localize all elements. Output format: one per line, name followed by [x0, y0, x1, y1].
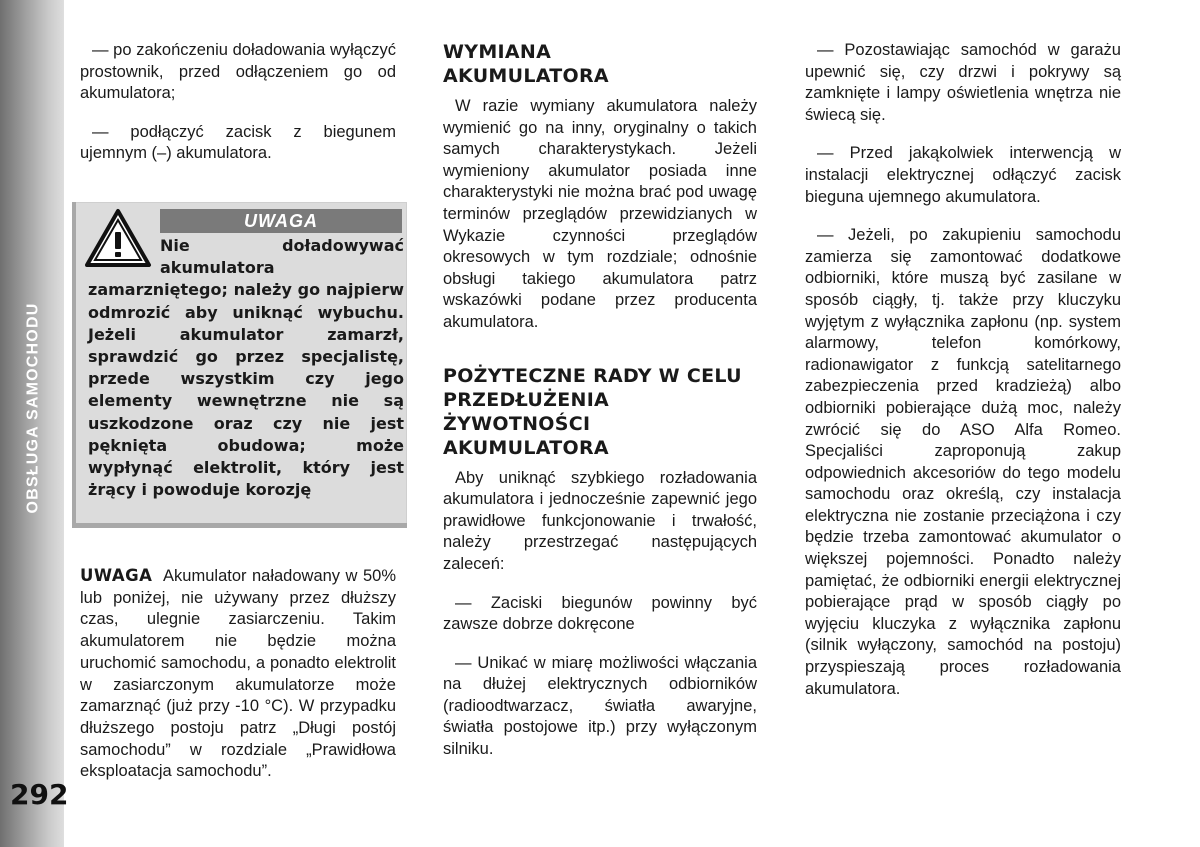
paragraph: — Jeżeli, po zakupieniu samochodu zamierza się zamontować dodatkowe odbiorniki, które muszą być zasilane w sposób ciągły, tj. także przy kluczyku wyjętym z wyłącznika zapłonu (np. system alarmowy, telefon komórkowy, radionawigator z funkcją satelitarnego zabezpieczenia przed kradzieżą) albo odbiorniki pobierające dużą moc, należy zwrócić się do ASO Alfa Romeo. Specjaliści zaproponują zakup odpowiednich akcesoriów do tego modelu samochodu oraz określą, czy instalacja elektryczna nie zostanie przeciążona i czy będzie trzeba zamontować akumulator o większej pojemności. Ponadto należy pamiętać, że odbiorniki energii elektrycznej pobierające prąd w sposób ciągły po wyjęciu kluczyka z wyłącznika zapłonu (silnik wyłączony, samochód na postoju) przyspieszają proces rozładowania akumulatora. — [805, 226, 1121, 698]
paragraph: — Unikać w miarę możliwości włączania na dłużej elektrycznych odbiorników (radioodtwarzacz, światła awaryjne, światła postojowe itp.) przy wyłączonym silniku. — [443, 653, 757, 759]
chapter-label-wrapper — [14, 288, 52, 528]
warning-box — [72, 202, 407, 528]
note-label: UWAGA — [80, 566, 153, 585]
paragraph: — Pozostawiając samochód w garażu upewnić się, czy drzwi i pokrywy są zamknięte i lampy oświetlenia wnętrza nie świecą się. — [805, 41, 1121, 124]
column-2 — [443, 40, 757, 778]
paragraph: Aby uniknąć szybkiego rozładowania akumulatora i jednocześnie zapewnić jego prawidłowe funkcjonowanie i trwałość, należy przestrzegać następujących zaleceń: — [443, 468, 757, 573]
section-heading-battery-tips: POŻYTECZNE RADY W CELU PRZEDŁUŻENIA ŻYWOTNOŚCI AKUMULATORA — [443, 364, 742, 459]
chapter-label: OBSŁUGA SAMOCHODU — [24, 302, 42, 514]
page-number: 292 — [10, 778, 69, 811]
column-3 — [805, 40, 1121, 717]
paragraph: — po zakończeniu doładowania wyłączyć prostownik, przed odłączeniem go od akumulatora; — [80, 41, 396, 103]
section-heading-battery-replacement: WYMIANA AKUMULATORA — [443, 41, 609, 87]
paragraph: — podłączyć zacisk z biegunem ujemnym (–) akumulatora. — [80, 122, 396, 163]
note-text: Akumulator naładowany w 50% lub poniżej, nie używany przez dłuższy czas, ulegnie zasiarczeniu. Takim akumulatorem nie będzie można uruchomić samochodu, a ponadto elektrolit w zasiarczonym akumulatorze może zamarznąć (już przy -10 °C). W przypadku dłuższego postoju patrz „Długi postój samochodu” w rozdziale „Prawidłowa eksploatacja samochodu”. — [80, 567, 396, 781]
paragraph: W razie wymiany akumulatora należy wymienić go na inny, oryginalny o takich samych charakterystykach. Jeżeli wymieniony akumulator posiada inne charakterystyki nie można brać pod uwagę terminów przeglądów przewidzianych w Wykazie czynności przeglądów okresowych w tym rozdziale; odnośnie obsługi takiego akumulatora patrz wskazówki podane przez producenta akumulatora. — [443, 97, 757, 331]
note-paragraph — [80, 565, 396, 783]
column-1 — [80, 40, 396, 182]
warning-text: Nie doładowywać akumulatora zamarzniętego; należy go najpierw odmrozić aby uniknąć wybuchu. Jeżeli akumulator zamarzł, sprawdzić go przez specjalistę, przede wszystkim czy jego elementy wewnętrzne nie są uszkodzone oraz czy nie jest pęknięta obudowa; może wypłynąć elektrolit, który jest żrący i powoduje korozję — [88, 236, 404, 500]
warning-header: UWAGA — [160, 209, 402, 233]
paragraph: — Przed jakąkolwiek interwencją w instalacji elektrycznej odłączyć zacisk bieguna ujemnego akumulatora. — [805, 144, 1121, 206]
warning-text-block — [88, 235, 404, 501]
paragraph: — Zaciski biegunów powinny być zawsze dobrze dokręcone — [443, 593, 757, 634]
chapter-side-tab — [0, 0, 64, 847]
